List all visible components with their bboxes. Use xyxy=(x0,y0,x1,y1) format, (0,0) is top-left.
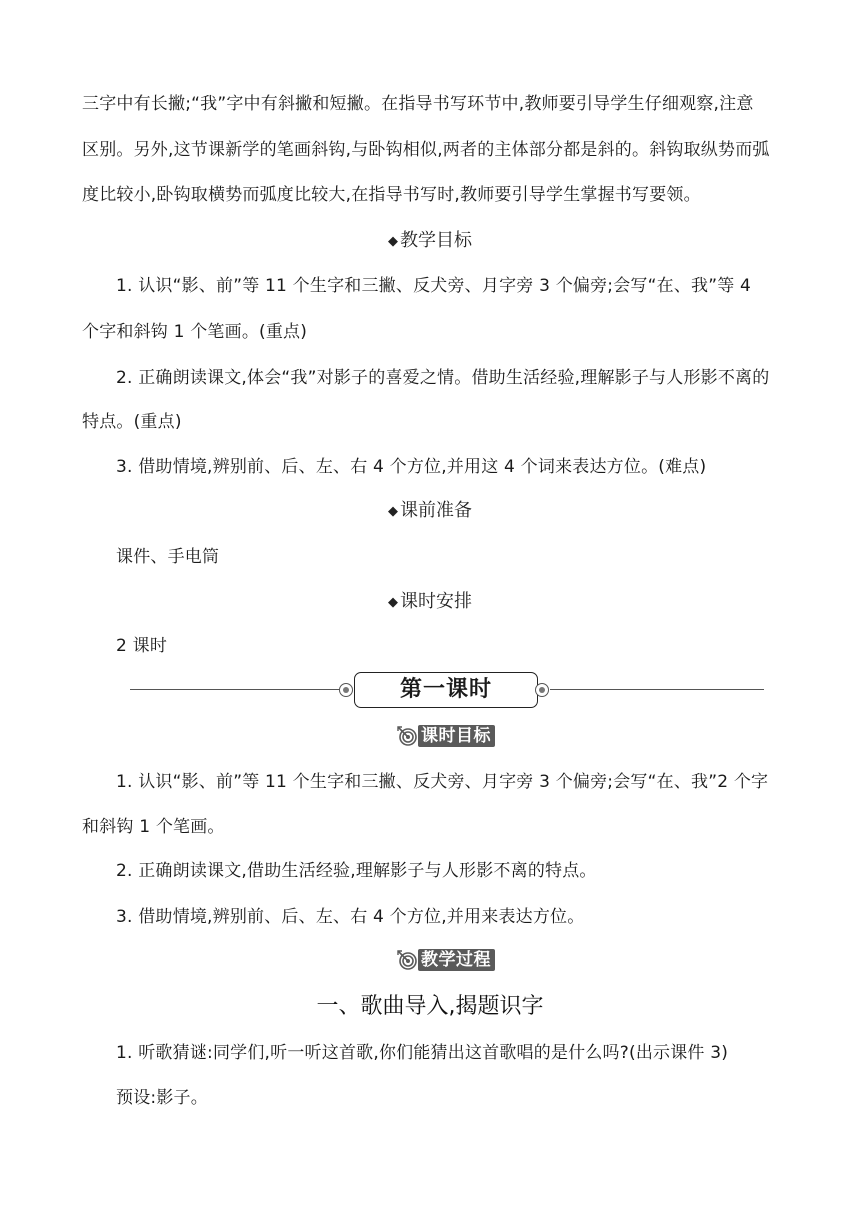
divider-rule-left xyxy=(130,689,342,690)
heading-label: 教学目标 xyxy=(400,230,472,251)
heading-label: 课前准备 xyxy=(400,500,472,521)
goal-item: 2. 正确朗读课文,体会“我”对影子的喜爱之情。借助生活经验,理解影子与人形影不离的 xyxy=(116,368,770,388)
goal-item-continuation: 特点。(重点) xyxy=(82,412,182,432)
body-text-line: 区别。另外,这节课新学的笔画斜钩,与卧钩相似,两者的主体部分都是斜的。斜钩取纵势而弧 xyxy=(82,140,770,160)
preparation-heading xyxy=(0,499,860,525)
lesson-divider xyxy=(130,672,764,708)
teaching-goals-heading xyxy=(0,229,860,255)
lesson-goal-item: 3. 借助情境,辨别前、后、左、右 4 个方位,并用来表达方位。 xyxy=(116,907,585,927)
tag-label: 课时目标 xyxy=(418,725,495,747)
divider-knob-right xyxy=(535,683,549,697)
teaching-process-tag xyxy=(397,947,495,973)
lesson-goal-item: 2. 正确朗读课文,借助生活经验,理解影子与人形影不离的特点。 xyxy=(116,861,597,881)
target-arrow-icon xyxy=(397,950,417,970)
diamond-icon: ◆ xyxy=(388,504,398,519)
lesson-title-box: 第一课时 xyxy=(354,672,538,708)
lesson-goal-item: 1. 认识“影、前”等 11 个生字和三撇、反犬旁、月字旁 3 个偏旁;会写“在、我”2 个字 xyxy=(116,772,769,792)
goal-item-continuation: 个字和斜钩 1 个笔画。(重点) xyxy=(82,322,308,342)
divider-knob-left xyxy=(339,683,353,697)
body-text-line: 度比较小,卧钩取横势而弧度比较大,在指导书写时,教师要引导学生掌握书写要领。 xyxy=(82,185,701,205)
heading-label: 课时安排 xyxy=(400,591,472,612)
divider-rule-right xyxy=(550,689,764,690)
process-step: 1. 听歌猜谜:同学们,听一听这首歌,你们能猜出这首歌唱的是什么吗?(出示课件 3) xyxy=(116,1043,729,1063)
goal-item: 3. 借助情境,辨别前、后、左、右 4 个方位,并用这 4 个词来表达方位。(难点) xyxy=(116,457,707,477)
diamond-icon: ◆ xyxy=(388,595,398,610)
schedule-content: 2 课时 xyxy=(116,636,168,656)
process-preset: 预设:影子。 xyxy=(116,1088,208,1108)
schedule-heading xyxy=(0,590,860,616)
diamond-icon: ◆ xyxy=(388,234,398,249)
preparation-content: 课件、手电筒 xyxy=(116,547,220,567)
body-text-line: 三字中有长撇;“我”字中有斜撇和短撇。在指导书写环节中,教师要引导学生仔细观察,注意 xyxy=(82,94,754,114)
section-title: 一、歌曲导入,揭题识字 xyxy=(316,994,544,1019)
lesson-goal-item-continuation: 和斜钩 1 个笔画。 xyxy=(82,817,225,837)
tag-label: 教学过程 xyxy=(418,949,495,971)
target-arrow-icon xyxy=(397,726,417,746)
lesson-goals-tag xyxy=(397,723,495,749)
goal-item: 1. 认识“影、前”等 11 个生字和三撇、反犬旁、月字旁 3 个偏旁;会写“在、我”等 4 xyxy=(116,276,752,296)
